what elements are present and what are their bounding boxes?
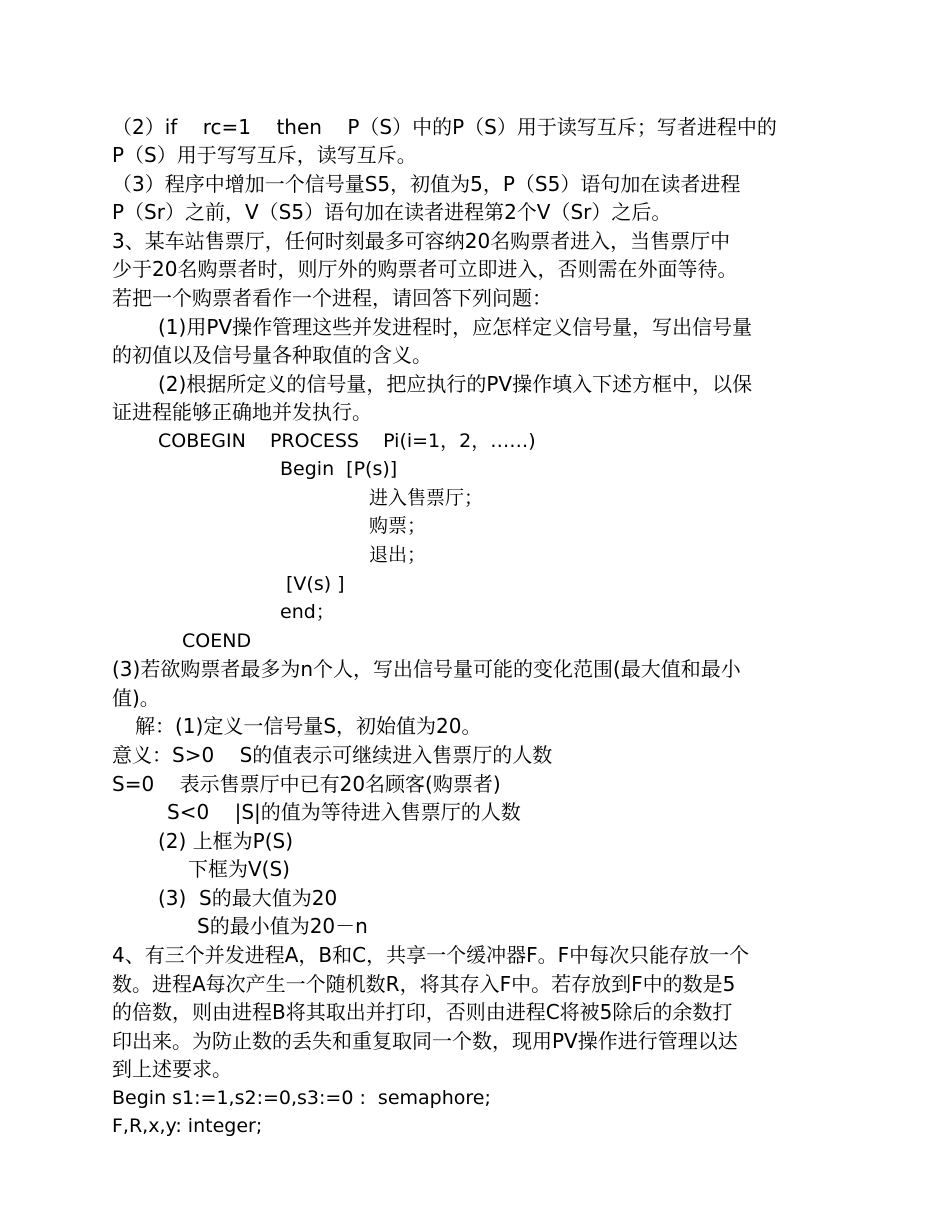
- code-line: 进入售票厅；: [369, 487, 484, 509]
- code-line: Begin [P(s)]: [280, 458, 398, 480]
- text-line: (2)根据所定义的信号量，把应执行的PV操作填入下述方框中，以保: [158, 372, 753, 396]
- text-line: (1)用PV操作管理这些并发进程时，应怎样定义信号量，写出信号量: [158, 315, 753, 339]
- text-line: 4、有三个并发进程A，B和C，共享一个缓冲器F。F中每次只能存放一个: [112, 943, 750, 967]
- code-line: COEND: [182, 630, 252, 652]
- code-line: COBEGIN PROCESS Pi(i=1，2，……): [158, 430, 536, 452]
- text-line: 解：(1)定义一信号量S，初始值为20。: [135, 714, 482, 738]
- text-line: S=0 表示售票厅中已有20名顾客(购票者): [112, 772, 501, 796]
- code-line: F,R,x,y: integer;: [112, 1115, 263, 1137]
- text-line: P（Sr）之前，V（S5）语句加在读者进程第2个V（Sr）之后。: [112, 200, 672, 224]
- text-line: 意义：S>0 S的值表示可继续进入售票厅的人数: [112, 743, 553, 767]
- text-line: 的初值以及信号量各种取值的含义。: [112, 343, 432, 367]
- text-line: （3）程序中增加一个信号量S5，初值为5，P（S5）语句加在读者进程: [112, 172, 741, 196]
- text-line: P（S）用于写写互斥，读写互斥。: [112, 143, 417, 167]
- code-line: end；: [280, 601, 335, 623]
- text-line: 若把一个购票者看作一个进程，请回答下列问题：: [112, 286, 552, 310]
- text-line: S的最小值为20－n: [197, 914, 368, 938]
- code-line: 购票；: [369, 515, 427, 537]
- text-line: (3)若欲购票者最多为n个人，写出信号量可能的变化范围(最大值和最小: [112, 657, 741, 681]
- code-line: [V(s) ]: [286, 573, 345, 595]
- text-line: 值)。: [112, 686, 160, 710]
- text-line: 下框为V(S): [188, 857, 290, 881]
- code-line: Begin s1:=1,s2:=0,s3:=0 : semaphore;: [112, 1087, 491, 1109]
- code-line: 退出；: [369, 544, 427, 566]
- text-line: 数。进程A每次产生一个随机数R，将其存入F中。若存放到F中的数是5: [112, 972, 736, 996]
- text-line: 少于20名购票者时，则厅外的购票者可立即进入，否则需在外面等待。: [112, 257, 738, 281]
- text-line: （2）if rc=1 then P（S）中的P（S）用于读写互斥；写者进程中的: [112, 115, 777, 139]
- text-line: 3、某车站售票厅，任何时刻最多可容纳20名购票者进入，当售票厅中: [112, 229, 731, 253]
- text-line: 印出来。为防止数的丢失和重复取同一个数，现用PV操作进行管理以达: [112, 1029, 738, 1053]
- text-line: (2) 上框为P(S): [158, 829, 294, 853]
- text-line: (3) S的最大值为20: [158, 886, 338, 910]
- text-line: 到上述要求。: [112, 1057, 232, 1081]
- text-line: 证进程能够正确地并发执行。: [112, 400, 372, 424]
- text-line: S<0 |S|的值为等待进入售票厅的人数: [167, 800, 521, 824]
- text-line: 的倍数，则由进程B将其取出并打印，否则由进程C将被5除后的余数打: [112, 1000, 733, 1024]
